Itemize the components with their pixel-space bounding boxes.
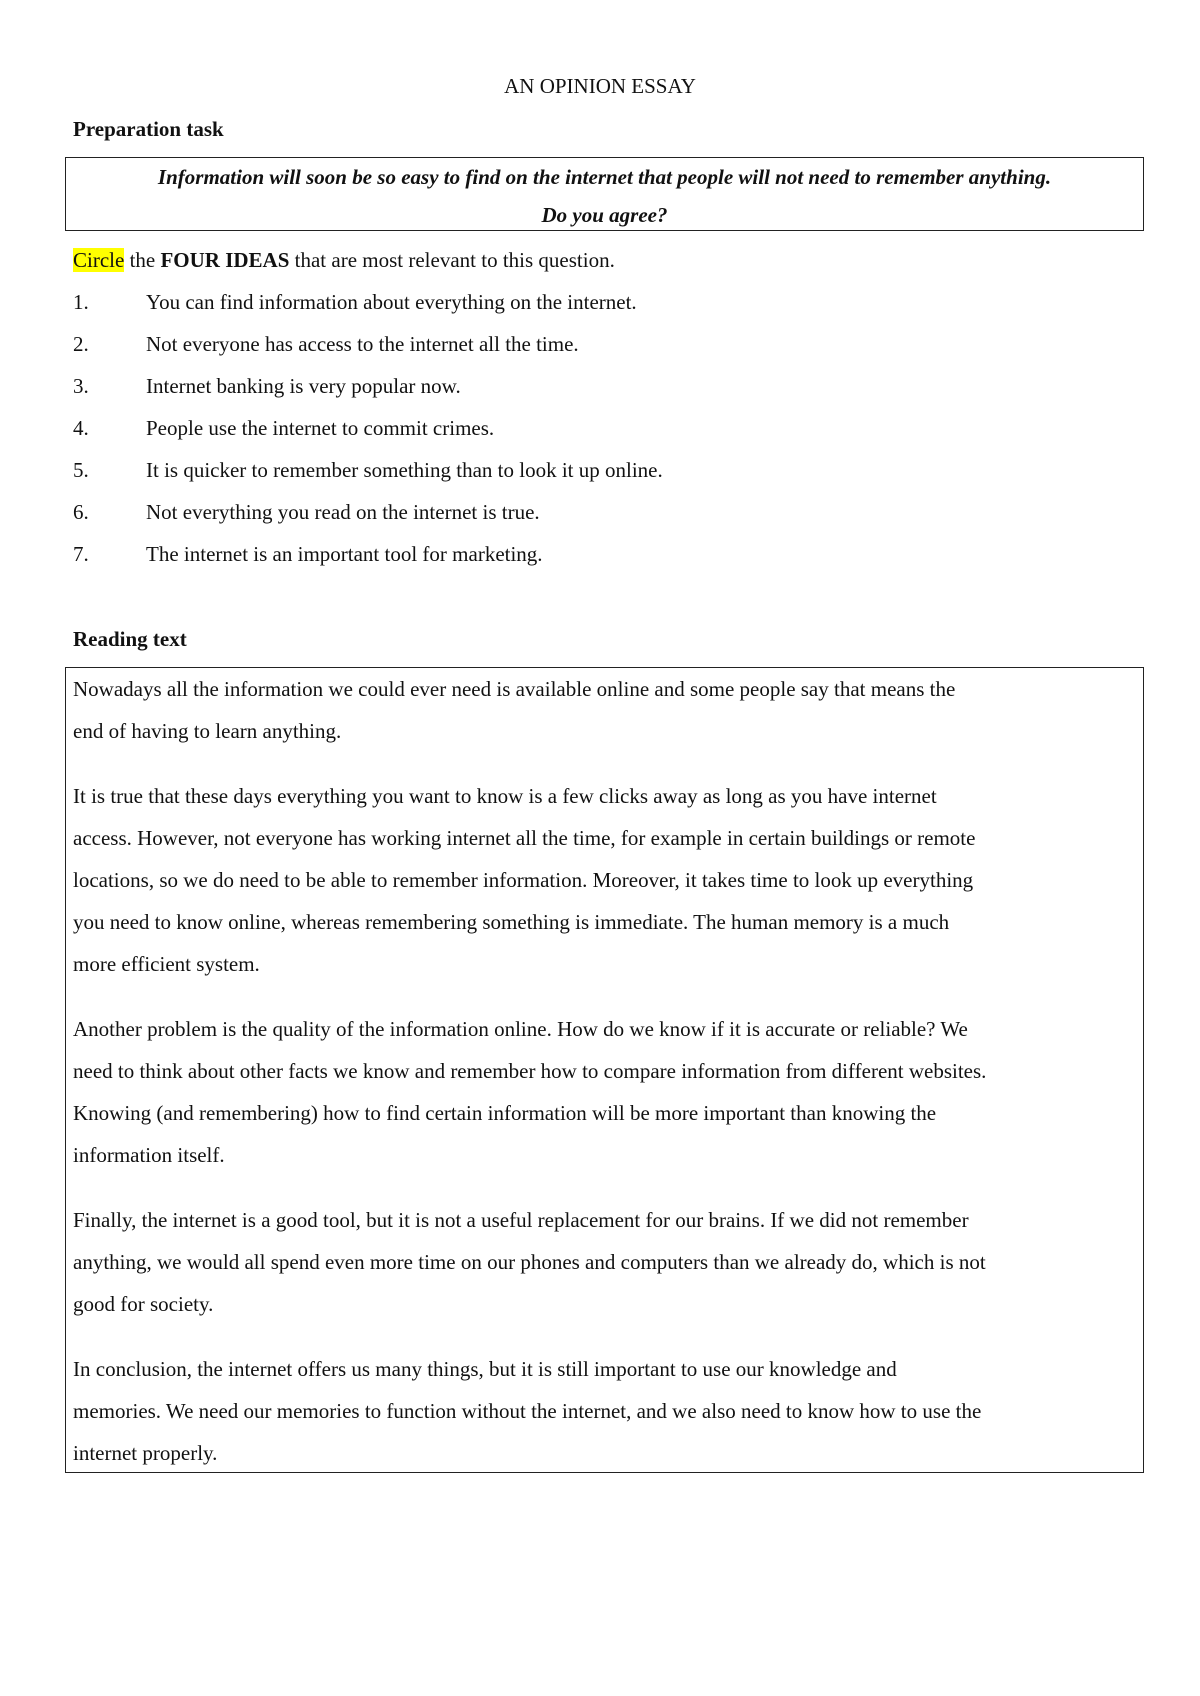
- reading-paragraph-4: [73, 1199, 1143, 1325]
- idea-text: People use the internet to commit crimes.: [146, 416, 495, 440]
- idea-text: Not everyone has access to the internet all the time.: [146, 332, 579, 356]
- list-item: [73, 332, 663, 374]
- text-line: memories. We need our memories to function without the internet, and we also need to know how to use the: [73, 1399, 982, 1423]
- list-item: [73, 458, 663, 500]
- reading-paragraph-2: [73, 775, 1143, 985]
- text-line: anything, we would all spend even more time on our phones and computers than we already do, which is not: [73, 1250, 986, 1274]
- idea-text: You can find information about everything on the internet.: [146, 290, 637, 314]
- text-line: internet properly.: [73, 1441, 218, 1465]
- text-line: information itself.: [73, 1143, 225, 1167]
- idea-text: Internet banking is very popular now.: [146, 374, 461, 398]
- idea-text: Not everything you read on the internet is true.: [146, 500, 540, 524]
- reading-paragraph-1: [73, 668, 1143, 752]
- text-line: you need to know online, whereas remembering something is immediate. The human memory is a much: [73, 910, 950, 934]
- instruction-bold: FOUR IDEAS: [160, 248, 290, 272]
- text-line: In conclusion, the internet offers us many things, but it is still important to use our knowledge and: [73, 1357, 897, 1381]
- question-line-2: Do you agree?: [541, 203, 668, 227]
- idea-number: 5.: [73, 458, 89, 482]
- text-line: Finally, the internet is a good tool, but it is not a useful replacement for our brains. If we did not remember: [73, 1208, 969, 1232]
- text-line: Knowing (and remembering) how to find certain information will be more important than knowing the: [73, 1101, 937, 1125]
- idea-text: It is quicker to remember something than to look it up online.: [146, 458, 663, 482]
- text-line: access. However, not everyone has working internet all the time, for example in certain buildings or remote: [73, 826, 976, 850]
- idea-number: 4.: [73, 416, 89, 440]
- highlighted-word: Circle: [73, 248, 125, 272]
- reading-heading: Reading text: [73, 627, 187, 651]
- reading-text-box: [65, 667, 1144, 1473]
- idea-number: 6.: [73, 500, 89, 524]
- list-item: [73, 542, 663, 584]
- preparation-heading: Preparation task: [73, 117, 224, 141]
- text-line: good for society.: [73, 1292, 214, 1316]
- idea-number: 1.: [73, 290, 89, 314]
- text-line: It is true that these days everything you want to know is a few clicks away as long as you have internet: [73, 784, 937, 808]
- question-box: [65, 157, 1144, 231]
- list-item: [73, 416, 663, 458]
- text-line: more efficient system.: [73, 952, 260, 976]
- text-line: end of having to learn anything.: [73, 719, 342, 743]
- idea-number: 2.: [73, 332, 89, 356]
- idea-number: 7.: [73, 542, 89, 566]
- ideas-list: [73, 290, 663, 584]
- instruction: [73, 248, 615, 273]
- text-line: Another problem is the quality of the information online. How do we know if it is accurate or reliable? We: [73, 1017, 968, 1041]
- idea-text: The internet is an important tool for marketing.: [146, 542, 543, 566]
- reading-paragraph-5: [73, 1348, 1143, 1474]
- list-item: [73, 500, 663, 542]
- text-line: need to think about other facts we know and remember how to compare information from different websites.: [73, 1059, 987, 1083]
- text-line: Nowadays all the information we could ever need is available online and some people say that means the: [73, 677, 956, 701]
- question-line-1: Information will soon be so easy to find on the internet that people will not need to remember anything.: [157, 165, 1052, 189]
- instruction-text-before: the: [124, 248, 161, 272]
- reading-paragraph-3: [73, 1008, 1143, 1176]
- list-item: [73, 290, 663, 332]
- idea-number: 3.: [73, 374, 89, 398]
- list-item: [73, 374, 663, 416]
- instruction-text-after: that are most relevant to this question.: [289, 248, 615, 272]
- text-line: locations, so we do need to be able to remember information. Moreover, it takes time to look up everything: [73, 868, 974, 892]
- document-title: AN OPINION ESSAY: [504, 74, 696, 98]
